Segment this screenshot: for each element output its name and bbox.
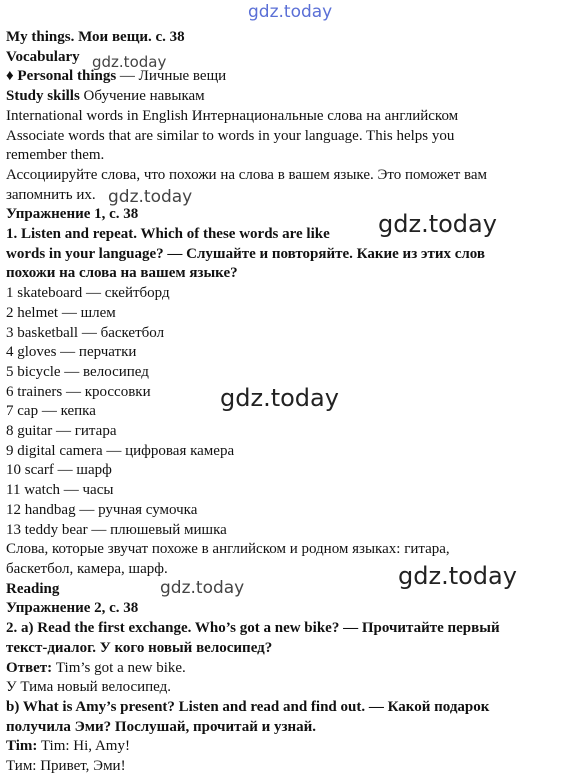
exercise-1-task: 1. Listen and repeat. Which of these words are like: [6, 226, 330, 243]
section-reading: Reading: [6, 580, 60, 597]
list-item: 12 handbag — ручная сумочка: [6, 501, 198, 518]
dialog-translation: Тим: Привет, Эми!: [6, 758, 126, 775]
watermark: gdz.today: [108, 187, 193, 207]
page-title: My things. Мои вещи. с. 38: [6, 29, 185, 45]
list-item: 10 scarf — шарф: [6, 462, 112, 479]
list-item: 5 bicycle — велосипед: [6, 363, 149, 380]
summary-line: баскетбол, камера, шарф.: [6, 560, 168, 577]
answer-text: Tim’s got a new bike.: [52, 659, 186, 676]
intro-line: запомнить их.: [6, 186, 96, 203]
study-skills-label: Study skills: [6, 88, 80, 105]
list-item: 2 helmet — шлем: [6, 304, 116, 321]
dialog-text: Tim: Hi, Amy!: [37, 738, 130, 755]
list-item: 4 gloves — перчатки: [6, 344, 137, 361]
watermark: gdz.today: [398, 562, 517, 590]
watermark: gdz.today: [378, 210, 497, 238]
exercise-2b-task: получила Эми? Послушай, прочитай и узнай.: [6, 718, 317, 735]
intro-line: International words in English Интернациональные слова на английском: [6, 107, 459, 124]
document-body: [6, 28, 578, 777]
exercise-2a-task: 2. a) Read the first exchange. Who’s got a new bike? — Прочитайте первый: [6, 620, 500, 637]
exercise-1-task: похожи на слова на вашем языке?: [6, 265, 238, 282]
personal-things-label: ♦ Personal things: [6, 68, 117, 85]
answer-label: Ответ:: [6, 659, 53, 676]
exercise-2a-task: текст-диалог. У кого новый велосипед?: [6, 639, 273, 656]
study-skills-translation: Обучение навыкам: [79, 88, 205, 105]
section-vocabulary: Vocabulary: [6, 48, 80, 65]
list-item: 11 watch — часы: [6, 482, 114, 499]
list-item: 6 trainers — кроссовки: [6, 383, 151, 400]
personal-things-translation: — Личные вещи: [116, 68, 227, 85]
list-item: 8 guitar — гитара: [6, 423, 117, 440]
watermark: gdz.today: [160, 578, 245, 598]
intro-line: Ассоциируйте слова, что похожи на слова в вашем языке. Это поможет вам: [6, 166, 488, 183]
dialog-line: [6, 737, 578, 757]
watermark: gdz.today: [92, 53, 167, 71]
list-item: 9 digital camera — цифровая камера: [6, 442, 235, 459]
speaker-label: Tim:: [6, 738, 38, 755]
list-item: 3 basketball — баскетбол: [6, 324, 165, 341]
intro-line: Associate words that are similar to words in your language. This helps you: [6, 127, 455, 144]
exercise-2-heading: Упражнение 2, с. 38: [6, 600, 139, 617]
exercise-1-heading: Упражнение 1, с. 38: [6, 206, 139, 223]
list-item: 7 cap — кепка: [6, 403, 96, 420]
summary-line: Слова, которые звучат похоже в английском и родном языках: гитара,: [6, 541, 450, 558]
exercise-2b-task: b) What is Amy’s present? Listen and read and find out. — Какой подарок: [6, 698, 490, 715]
study-skills-line: [6, 87, 578, 107]
intro-line: remember them.: [6, 147, 105, 164]
personal-things-line: [6, 67, 578, 87]
watermark: gdz.today: [220, 384, 339, 412]
word-list: [6, 284, 578, 540]
exercise-1-task: words in your language? — Слушайте и повторяйте. Какие из этих слов: [6, 245, 486, 262]
list-item: 1 skateboard — скейтборд: [6, 285, 170, 302]
watermark-top: gdz.today: [248, 2, 333, 22]
answer-line: [6, 659, 578, 679]
list-item: 13 teddy bear — плюшевый мишка: [6, 521, 227, 538]
answer-translation: У Тима новый велосипед.: [6, 679, 172, 696]
